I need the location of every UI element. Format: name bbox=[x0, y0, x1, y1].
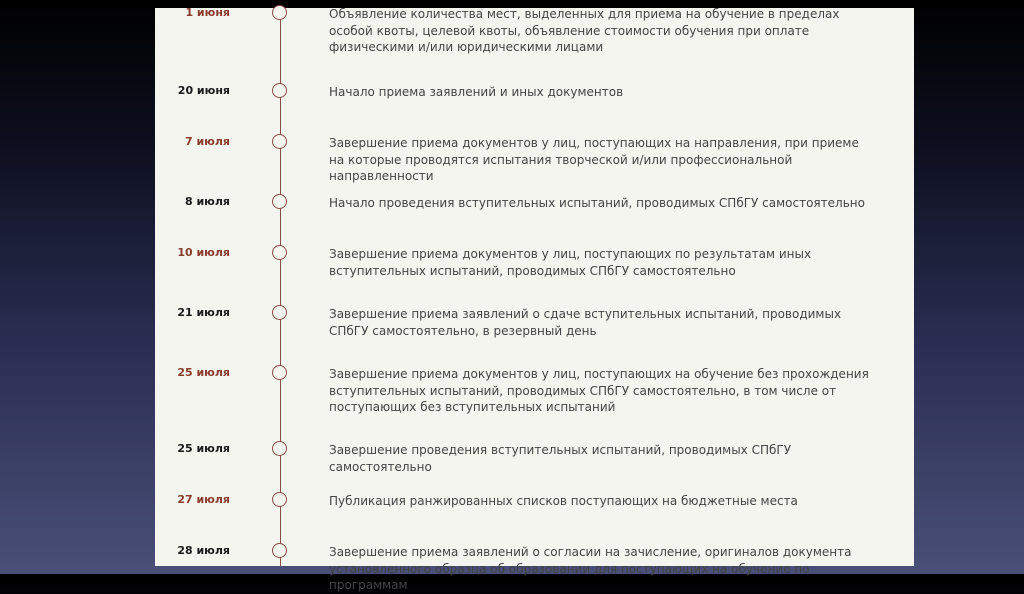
timeline-dot-icon bbox=[272, 83, 287, 98]
timeline-dot-icon bbox=[272, 543, 287, 558]
timeline-date: 7 июля bbox=[184, 135, 230, 148]
timeline-date: 25 июля bbox=[177, 442, 230, 455]
timeline-description: Публикация ранжированных списков поступающих на бюджетные места bbox=[329, 494, 798, 508]
timeline-description: Завершение проведения вступительных испытаний, проводимых СПбГУ самостоятельно bbox=[329, 443, 792, 474]
timeline-dot-icon bbox=[272, 492, 287, 507]
timeline-description: Начало проведения вступительных испытаний, проводимых СПбГУ самостоятельно bbox=[329, 196, 865, 210]
timeline-dot-icon bbox=[272, 305, 287, 320]
timeline-date: 27 июля bbox=[177, 493, 230, 506]
timeline-date: 28 июля bbox=[177, 544, 230, 557]
timeline-date: 10 июля bbox=[177, 246, 230, 259]
timeline-description: Завершение приема документов у лиц, поступающих на направления, при приеме на которые проводятся испытания творческой и/или профессиональной направленности bbox=[329, 136, 859, 183]
timeline-description: Завершение приема документов у лиц, поступающих на обучение без прохождения вступительных испытаний, проводимых СПбГУ самостоятельно, в том числе от поступающих без вступительных испытаний bbox=[329, 367, 869, 414]
timeline-description: Завершение приема заявлений о согласии на зачисление, оригиналов документа установленного образца об образовании для поступающих на обучение по программам bbox=[329, 545, 852, 592]
timeline-date: 25 июля bbox=[177, 366, 230, 379]
timeline-dot-icon bbox=[272, 134, 287, 149]
timeline-dot-icon bbox=[272, 194, 287, 209]
timeline-description: Завершение приема заявлений о сдаче вступительных испытаний, проводимых СПбГУ самостоятельно, в резервный день bbox=[329, 307, 842, 338]
timeline-description: Объявление количества мест, выделенных для приема на обучение в пределах особой квоты, целевой квоты, объявление стоимости обучения при оплате физическими и/или юридическими лицами bbox=[329, 7, 840, 54]
timeline-dot-icon bbox=[272, 365, 287, 380]
timeline-date: 8 июля bbox=[184, 195, 230, 208]
timeline-dot-icon bbox=[272, 245, 287, 260]
timeline-dot-icon bbox=[272, 441, 287, 456]
timeline-date: 21 июля bbox=[177, 306, 230, 319]
timeline-description: Завершение приема документов у лиц, поступающих по результатам иных вступительных испытаний, проводимых СПбГУ самостоятельно bbox=[329, 247, 812, 278]
timeline-description: Начало приема заявлений и иных документов bbox=[329, 85, 624, 99]
timeline-date: 1 июня bbox=[185, 6, 230, 19]
timeline-dot-icon bbox=[272, 5, 287, 20]
timeline-date: 20 июня bbox=[177, 84, 230, 97]
timeline-panel bbox=[155, 6, 914, 592]
